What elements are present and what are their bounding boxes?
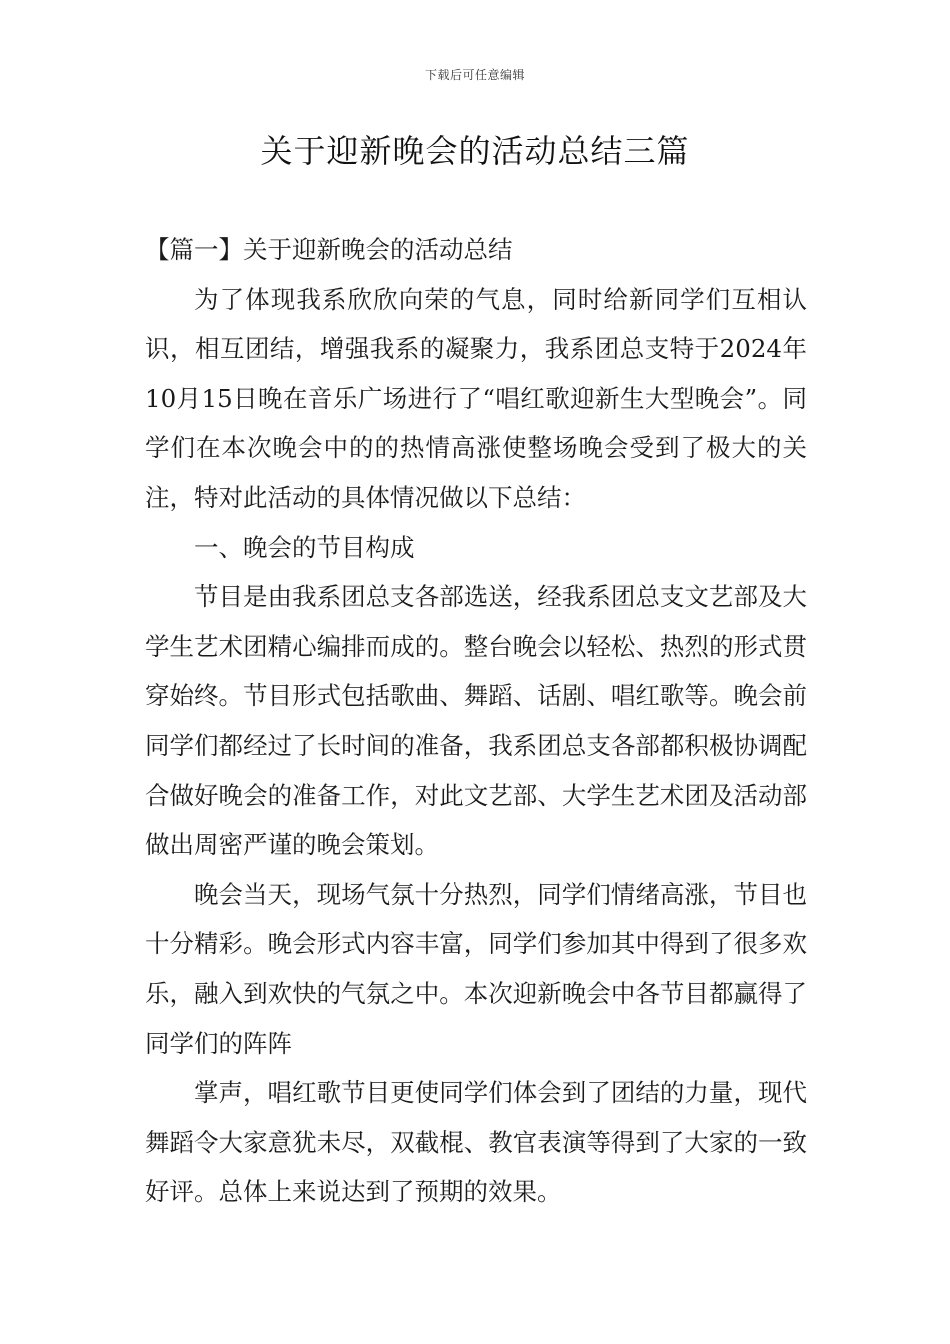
- document-body: [145, 225, 807, 1217]
- paragraph-applause: 掌声，唱红歌节目更使同学们体会到了团结的力量，现代舞蹈令大家意犹未尽，双截棍、教官表演等得到了大家的一致好评。总体上来说达到了预期的效果。: [145, 1078, 807, 1207]
- paragraph-program-details: 节目是由我系团总支各部选送，经我系团总支文艺部及大学生艺术团精心编排而成的。整台晚会以轻松、热烈的形式贯穿始终。节目形式包括歌曲、舞蹈、话剧、唱红歌等。晚会前同学们都经过了长时间的准备，我系团总支各部都积极协调配合做好晚会的准备工作，对此文艺部、大学生艺术团及活动部做出周密严谨的晚会策划。: [145, 582, 807, 860]
- header-note: 下载后可任意编辑: [424, 68, 525, 82]
- paragraph-intro: 为了体现我系欣欣向荣的气息，同时给新同学们互相认识，相互团结，增强我系的凝聚力，我系团总支特于2024年10月15日晚在音乐广场进行了“唱红歌迎新生大型晚会”。同学们在本次晚会中的的热情高涨使整场晚会受到了极大的关注，特对此活动的具体情况做以下总结：: [145, 284, 807, 512]
- paragraph-event-day: 晚会当天，现场气氛十分热烈，同学们情绪高涨，节目也十分精彩。晚会形式内容丰富，同学们参加其中得到了很多欢乐，融入到欢快的气氛之中。本次迎新晚会中各节目都赢得了同学们的阵阵: [145, 879, 807, 1058]
- subheading-program-composition: 一、晚会的节目构成: [194, 532, 415, 562]
- document-title: 关于迎新晚会的活动总结三篇: [260, 132, 690, 170]
- section-heading: 【篇一】关于迎新晚会的活动总结: [145, 235, 513, 264]
